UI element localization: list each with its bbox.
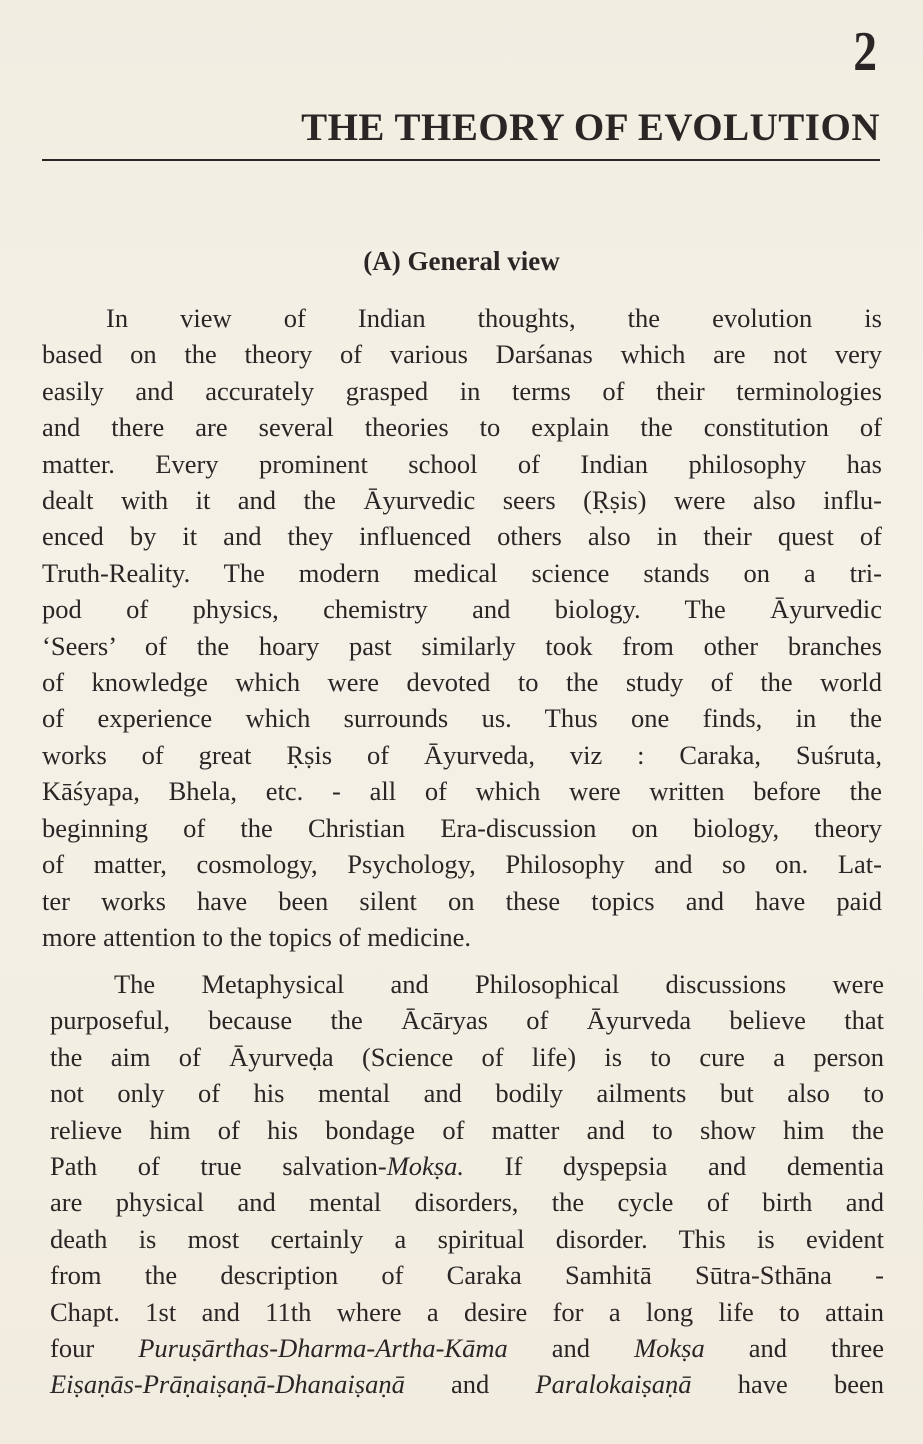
paragraph-line: ‘Seers’ of the hoary past similarly took from other branches bbox=[42, 630, 882, 661]
paragraph-line: not only of his mental and bodily ailments but also to bbox=[50, 1078, 884, 1109]
paragraph-line: works of great Ṛṣis of Āyurveda, viz : Caraka, Suśruta, bbox=[42, 739, 882, 770]
paragraph-line: ter works have been silent on these topics and have paid bbox=[42, 885, 882, 916]
paragraph-line: of matter, cosmology, Psychology, Philosophy and so on. Lat- bbox=[42, 849, 882, 880]
chapter-title: THE THEORY OF EVOLUTION bbox=[301, 106, 880, 149]
paragraph-line: based on the theory of various Darśanas which are not very bbox=[42, 339, 882, 370]
paragraph-line: from the description of Caraka Samhitā Sūtra-Sthāna - bbox=[50, 1260, 884, 1291]
italic-term: Mokṣa. bbox=[386, 1151, 465, 1182]
paragraph-line: pod of physics, chemistry and biology. The Āyurvedic bbox=[42, 594, 882, 625]
paragraph-line: purposeful, because the Ācāryas of Āyurveda believe that bbox=[50, 1005, 884, 1036]
paragraph-line: the aim of Āyurveḍa (Science of life) is to cure a person bbox=[50, 1041, 884, 1072]
paragraph-line: more attention to the topics of medicine. bbox=[42, 921, 472, 952]
paragraph-line: enced by it and they influenced others also in their quest of bbox=[42, 521, 882, 552]
paragraph-line: are physical and mental disorders, the cycle of birth and bbox=[50, 1187, 884, 1218]
paragraph-line: beginning of the Christian Era-discussion on biology, theory bbox=[42, 812, 882, 843]
paragraph-line: relieve him of his bondage of matter and to show him the bbox=[50, 1114, 884, 1145]
paragraph-line bbox=[50, 1330, 884, 1366]
text-run: and three bbox=[704, 1333, 884, 1364]
text-run: have been bbox=[691, 1369, 884, 1400]
paragraph-line: Truth-Reality. The modern medical science stands on a tri- bbox=[42, 557, 882, 588]
chapter-number: 2 bbox=[853, 21, 877, 83]
text-run: and bbox=[404, 1369, 536, 1400]
title-rule bbox=[42, 159, 880, 161]
paragraph-line bbox=[50, 1366, 884, 1402]
text-run: If dyspepsia and dementia bbox=[464, 1151, 885, 1182]
italic-term: Mokṣa bbox=[634, 1333, 705, 1364]
text-run: Path of true salvation- bbox=[50, 1151, 387, 1182]
paragraph-line: dealt with it and the Āyurvedic seers (Ṛṣis) were also influ- bbox=[42, 485, 882, 516]
text-run: and bbox=[507, 1333, 635, 1364]
italic-term: Eiṣaṇās-Prāṇaiṣaṇā-Dhanaiṣaṇā bbox=[50, 1369, 405, 1400]
text-run: four bbox=[50, 1333, 139, 1364]
paragraph-line: In view of Indian thoughts, the evolution is bbox=[106, 303, 882, 333]
paragraph-line: and there are several theories to explain the constitution of bbox=[42, 412, 882, 443]
paragraph-line: Chapt. 1st and 11th where a desire for a long life to attain bbox=[50, 1296, 884, 1327]
paragraph-2 bbox=[50, 966, 884, 1403]
paragraph-line: of experience which surrounds us. Thus one finds, in the bbox=[42, 703, 882, 734]
paragraph-line: matter. Every prominent school of Indian philosophy has bbox=[42, 448, 882, 479]
paragraph-line: of knowledge which were devoted to the study of the world bbox=[42, 667, 882, 698]
paragraph-line: Kāśyapa, Bhela, etc. - all of which were written before the bbox=[42, 776, 882, 807]
italic-term: Puruṣārthas-Dharma-Artha-Kāma bbox=[138, 1333, 508, 1364]
section-heading: (A) General view bbox=[363, 246, 560, 276]
italic-term: Paralokaiṣaṇā bbox=[535, 1369, 692, 1400]
paragraph-line bbox=[50, 1148, 884, 1184]
paragraph-line: The Metaphysical and Philosophical discussions were bbox=[114, 969, 884, 999]
paragraph-line: death is most certainly a spiritual disorder. This is evident bbox=[50, 1223, 884, 1254]
paragraph-line: easily and accurately grasped in terms of their terminologies bbox=[42, 375, 882, 406]
paragraph-1 bbox=[42, 300, 882, 955]
